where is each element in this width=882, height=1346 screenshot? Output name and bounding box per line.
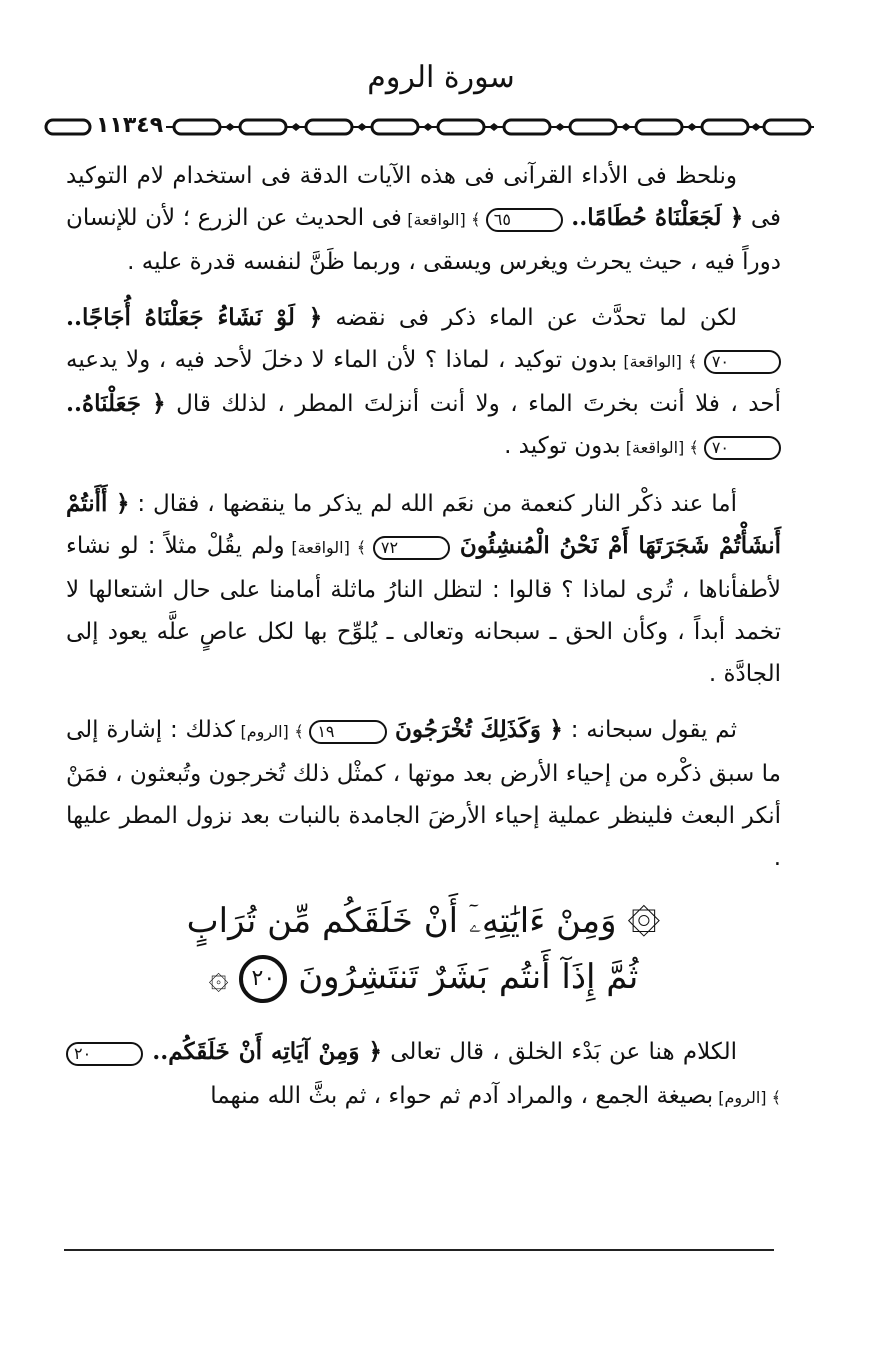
page-body [66,155,781,1133]
surah-reference: ﴾ [الواقعة] [620,438,704,457]
paragraph-text: لكن لما تحدَّث عن الماء ذكر فى نقضه [322,305,737,331]
paragraph-text: بدون توكيد . [504,433,621,459]
quran-verse-line-1: ۞ وَمِنْ ءَايَٰتِهِۦٓ أَنْ خَلَقَكُم مِّن تُرَابٍ [186,901,661,941]
surah-title: سورة الروم [367,60,515,95]
surah-reference: ﴾ [الواقعة] [284,538,373,557]
verse-number-badge: ١٩ [309,720,386,744]
quran-quote: ﴿ جَعَلْنَاهُ.. [66,390,166,417]
ayah-number-medallion: ٢٠ [239,955,287,1003]
paragraph-text: بدون توكيد ، لماذا ؟ لأن الماء لا دخلَ لأحد فيه ، ولا يدعيه أحد ، فلا أنت بخرتَ الماء ، ولا أنت أنزلتَ المطر ، لذلك قال [66,347,781,417]
paragraph-text: أما عند ذكْر النار كنعمة من نعَم الله لم يذكر ما ينقضها ، فقال : [129,491,737,517]
verse-number-badge: ٧٢ [373,536,450,560]
quran-verse-block [66,893,781,1005]
paragraph-text: بصيغة الجمع ، والمراد آدم ثم حواء ، ثم بثَّ الله منهما [210,1083,714,1109]
verse-number-badge: ٦٥ [486,208,563,232]
verse-number-badge: ٧٠ [704,350,781,374]
footer-divider [64,1249,774,1251]
verse-end-ornament-icon: ۞ [208,957,229,997]
paragraph-text: الكلام هنا عن بَدْء الخلق ، قال تعالى [381,1039,737,1065]
paragraph-text: ولم يقُلْ مثلاً : لو نشاء لأطفأناها ، تُرى لماذا ؟ قالوا : لتظل النارُ ماثلة أمامنا على حال اشتعالها لا تخمد أبداً ، وكأن الحق ـ سبحانه وتعالى ـ يُلوِّح بها لكل عاصٍ علَّه يعود إلى الجادَّة . [66,533,781,687]
quran-verse-text: ثُمَّ إِذَآ أَنتُم بَشَرٌ تَنتَشِرُونَ [298,957,639,997]
paragraph-text: ونلحظ فى الأداء القرآنى فى هذه الآيات الدقة فى استخدام لام التوكيد فى [66,163,782,231]
surah-reference: ﴾ [الروم] [234,722,310,741]
quran-quote: ﴿ لَجَعَلْنَاهُ حُطَامًا.. [562,204,744,231]
paragraph-text: فى الحديث عن الزرع ؛ لأن للإنسان دوراً فيه ، حيث يحرث ويغرس ويسقى ، وربما ظَنَّ لنفسه قدرة عليه . [66,205,781,275]
verse-number-badge: ٢٠ [66,1042,143,1066]
paragraph-text: ثم يقول سبحانه : [562,717,737,743]
paragraph-4 [66,709,781,879]
verse-number-badge: ٧٠ [704,436,781,460]
paragraph-text: كذلك : إشارة إلى ما سبق ذكْره من إحياء الأرض بعد موتها ، كمثْل ذلك تُخرجون وتُبعثون ، فمَنْ أنكر البعث فلينظر عملية إحياء الأرضَ الجامدة بالنبات بعد نزول المطر عليها . [66,717,781,871]
surah-reference: ﴾ [الواقعة] [401,210,486,229]
quran-quote: ﴿ وَكَذَلِكَ تُخْرَجُونَ [386,716,563,743]
header-ornament-border [44,114,814,144]
surah-reference: ﴾ [الروم] [713,1088,781,1107]
quran-quote: ﴿ لَوْ نَشَاءُ جَعَلْنَاهُ أُجَاجًا.. [66,304,323,331]
quran-verse-line-2 [66,949,781,1005]
paragraph-1 [66,155,781,283]
surah-reference: ﴾ [الواقعة] [617,352,704,371]
paragraph-2 [66,297,781,469]
paragraph-3 [66,483,781,695]
quran-quote: ﴿ أَأَنتُمْ أَنشَأْتُمْ شَجَرَتَهَا أَمْ نَحْنُ الْمُنشِئُونَ [66,490,782,559]
paragraph-5 [66,1031,781,1119]
page-number: ١١٣٤٩ [96,113,164,138]
quran-quote: ﴿ وَمِنْ آيَاتِه أَنْ خَلَقَكُم.. [143,1038,382,1065]
